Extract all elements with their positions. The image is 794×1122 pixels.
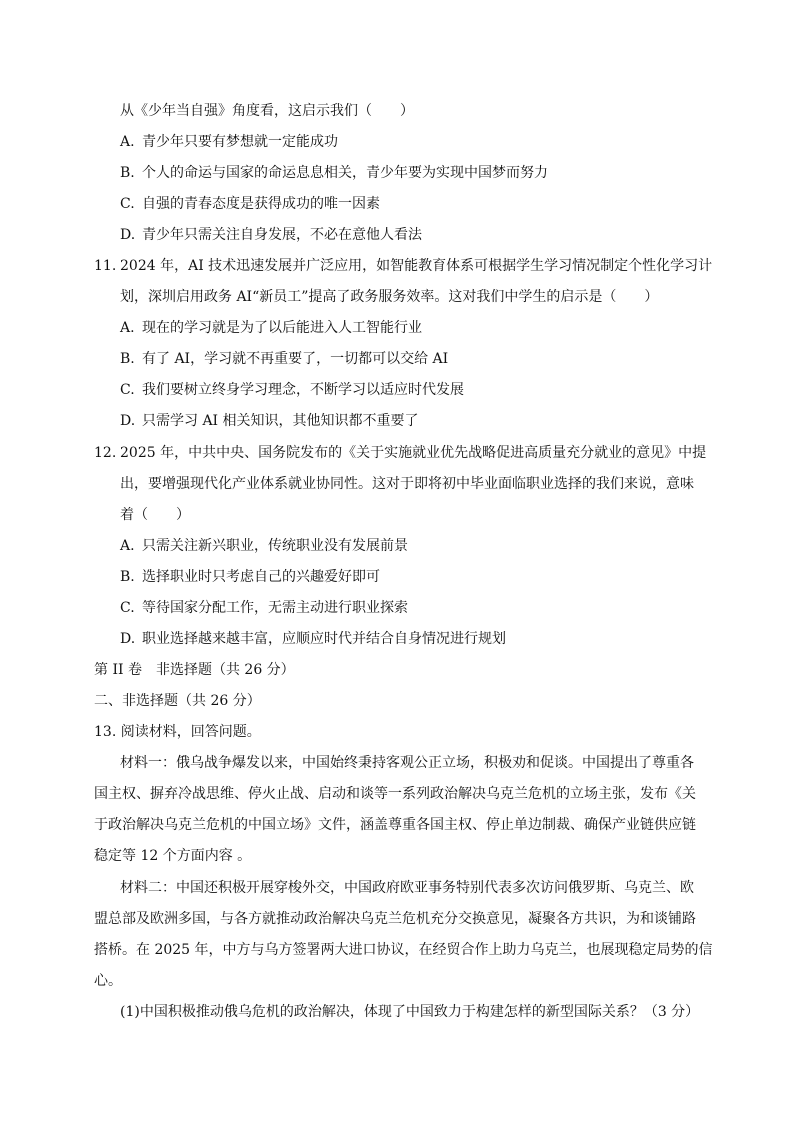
- q12-number: 12.: [94, 445, 117, 461]
- q11-number: 11.: [94, 258, 117, 274]
- option-text: 只需学习 AI 相关知识，其他知识都不重要了: [142, 413, 419, 429]
- q11-option-c: [120, 380, 464, 400]
- option-text: 现在的学习就是为了以后能进入人工智能行业: [142, 320, 422, 336]
- q12-stem-line-1: 2025 年，中共中央、国务院发布的《关于实施就业优先战略促进高质量充分就业的意见》中提: [120, 445, 707, 461]
- q12-stem-line-2: 出，要增强现代化产业体系就业协同性。这对于即将初中毕业面临职业选择的我们来说，意味: [120, 476, 694, 492]
- option-text: 青少年只要有梦想就一定能成功: [142, 134, 338, 150]
- option-label: D.: [120, 227, 136, 243]
- option-label: B.: [120, 351, 135, 367]
- material2-line-1: 材料二：中国还积极开展穿梭外交，中国政府欧亚事务特别代表多次访问俄罗斯、乌克兰、欧: [120, 880, 694, 896]
- option-text: 个人的命运与国家的命运息息相关，青少年要为实现中国梦而努力: [142, 165, 548, 181]
- q12-option-b: [120, 567, 380, 587]
- material1-line-2: 国主权、摒弃冷战思维、停火止战、启动和谈等一系列政治解决乌克兰危机的立场主张，发布《关: [94, 786, 696, 802]
- material1-line-4: 稳定等 12 个方面内容 。: [94, 848, 252, 864]
- section-title: 二、非选择题（共 26 分）: [94, 693, 261, 709]
- q11-option-d: [120, 411, 419, 431]
- option-text: 只需关注新兴职业，传统职业没有发展前景: [142, 538, 408, 554]
- material2-line-2: 盟总部及欧洲多国，与各方就推动政治解决乌克兰危机充分交换意见，凝聚各方共识，为和谈铺路: [94, 911, 696, 927]
- option-text: 青少年只需关注自身发展，不必在意他人看法: [142, 227, 422, 243]
- q13-intro: 13. 阅读材料，回答问题。: [94, 724, 261, 740]
- q12-option-a: [120, 536, 408, 556]
- option-label: D.: [120, 413, 136, 429]
- option-label: C.: [120, 382, 135, 398]
- q10-option-d: [120, 225, 422, 245]
- option-text: 等待国家分配工作，无需主动进行职业探索: [142, 600, 408, 616]
- q11-stem-line-2: 划，深圳启用政务 AI“新员工”提高了政务服务效率。这对我们中学生的启示是（ ）: [120, 289, 659, 305]
- material1-line-3: 于政治解决乌克兰危机的中国立场》文件，涵盖尊重各国主权、停止单边制裁、确保产业链供应链: [94, 817, 696, 833]
- option-label: B.: [120, 569, 135, 585]
- option-label: D.: [120, 631, 136, 647]
- option-text: 自强的青春态度是获得成功的唯一因素: [142, 196, 380, 212]
- option-label: B.: [120, 165, 135, 181]
- q12-stem-line-3: 着（ ）: [120, 507, 190, 523]
- option-text: 我们要树立终身学习理念，不断学习以适应时代发展: [142, 382, 464, 398]
- part-title: 第 II 卷 非选择题（共 26 分）: [94, 662, 295, 678]
- q10-stem: 从《少年当自强》角度看，这启示我们（ ）: [120, 103, 414, 119]
- option-label: A.: [120, 538, 135, 554]
- option-label: A.: [120, 320, 135, 336]
- q12-option-d: [120, 629, 506, 649]
- q11-option-b: [120, 349, 448, 369]
- q12-option-c: [120, 598, 408, 618]
- option-label: A.: [120, 134, 135, 150]
- option-text: 有了 AI，学习就不再重要了，一切都可以交给 AI: [142, 351, 449, 367]
- q10-option-b: [120, 163, 548, 183]
- material2-line-4: 心。: [94, 973, 122, 989]
- q11-option-a: [120, 318, 422, 338]
- option-text: 职业选择越来越丰富，应顺应时代并结合自身情况进行规划: [142, 631, 506, 647]
- q13-subquestion-1: (1)中国积极推动俄乌危机的政治解决，体现了中国致力于构建怎样的新型国际关系？（3 分）: [120, 1004, 700, 1020]
- q10-option-a: [120, 132, 338, 152]
- option-text: 选择职业时只考虑自己的兴趣爱好即可: [142, 569, 380, 585]
- q11-stem-line-1: 2024 年，AI 技术迅速发展并广泛应用，如智能教育体系可根据学生学习情况制定个性化学习计: [120, 258, 713, 274]
- option-label: C.: [120, 600, 135, 616]
- q10-option-c: [120, 194, 380, 214]
- option-label: C.: [120, 196, 135, 212]
- material1-line-1: 材料一：俄乌战争爆发以来，中国始终秉持客观公正立场，积极劝和促谈。中国提出了尊重各: [120, 755, 694, 771]
- material2-line-3: 搭桥。在 2025 年，中方与乌方签署两大进口协议，在经贸合作上助力乌克兰，也展现稳定局势的信: [94, 942, 713, 958]
